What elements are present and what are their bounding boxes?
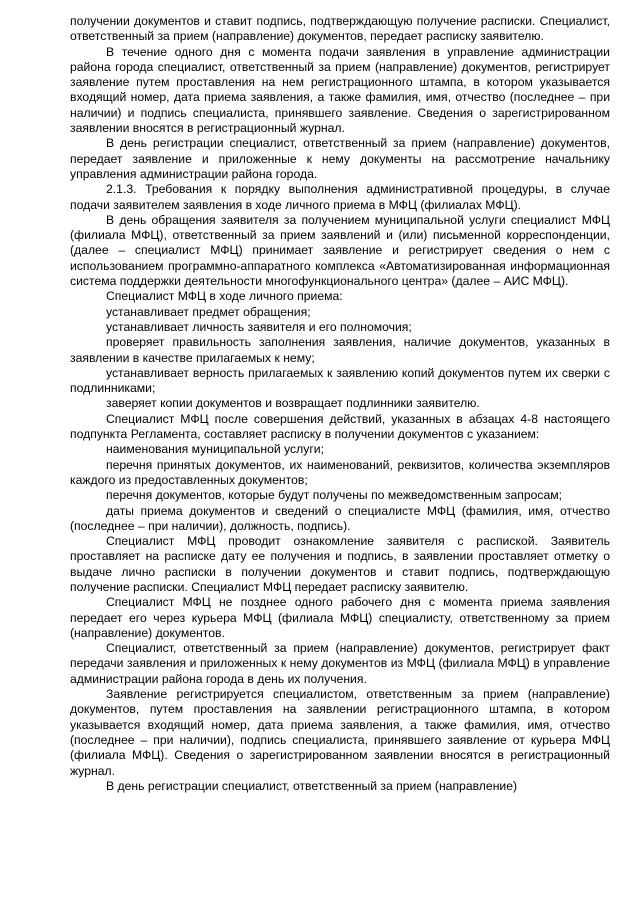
section-heading-paragraph: 2.1.3. Требования к порядку выполнения административной процедуры, в случае подачи заявителем заявления в ходе личного приема в МФЦ (филиалах МФЦ). (70, 182, 610, 212)
list-item: устанавливает личность заявителя и его полномочия; (106, 319, 412, 334)
list-item: наименования муниципальной услуги; (106, 442, 324, 457)
paragraph: Заявление регистрируется специалистом, ответственным за прием (направление) документов, путем проставления на заявлении регистрационного штампа, в котором указывается входящий номер, дата приема заявления, а также фамилия, имя, отчество (последнее – при наличии), подпись специалиста, принявшего заявление от курьера МФЦ (филиала МФЦ). Сведения о зарегистрированном заявлении вносятся в регистрационный журнал. (70, 687, 610, 778)
paragraph-truncated: В день регистрации специалист, ответственный за прием (направление) (106, 778, 518, 793)
paragraph: Специалист МФЦ в ходе личного приема: (106, 289, 343, 304)
list-item: перечня принятых документов, их наименований, реквизитов, количества экземпляров каждого из предоставленных документов; (70, 457, 610, 487)
paragraph: Специалист МФЦ после совершения действий, указанных в абзацах 4-8 настоящего подпункта Регламента, составляет расписку в получении документов с указанием: (70, 411, 610, 442)
list-item: даты приема документов и сведений о специалисте МФЦ (фамилия, имя, отчество (последнее – при наличии), должность, подпись). (70, 503, 610, 533)
list-item: заверяет копии документов и возвращает подлинники заявителю. (106, 396, 480, 411)
paragraph: В день обращения заявителя за получением муниципальной услуги специалист МФЦ (филиала МФЦ), ответственный за прием заявлений и (или) письменной корреспонденции, (далее – специалист МФЦ) принимает заявление и регистрирует сведения о нем с использованием программно-аппаратного комплекса «Автоматизированная информационная система поддержки деятельности многофункционального центра» (далее – АИС МФЦ). (70, 212, 610, 289)
list-item: проверяет правильность заполнения заявления, наличие документов, указанных в заявлении в качестве прилагаемых к нему; (70, 335, 610, 365)
list-item: устанавливает предмет обращения; (106, 304, 311, 319)
list-item: устанавливает верность прилагаемых к заявлению копий документов путем их сверки с подлинниками; (70, 365, 610, 396)
paragraph: Специалист, ответственный за прием (направление) документов, регистрирует факт передачи заявления и приложенных к нему документов из МФЦ (филиала МФЦ) в управление администрации района города в день их получения. (70, 641, 610, 686)
paragraph: В день регистрации специалист, ответственный за прием (направление) документов, передает заявление и приложенные к нему документы на рассмотрение начальнику управления администрации района города. (70, 136, 610, 181)
paragraph: В течение одного дня с момента подачи заявления в управление администрации района города специалист, ответственный за прием (направление) документов, регистрирует заявление путем проставления на нем регистрационного штампа, в котором указывается входящий номер, дата приема заявления, а также фамилия, имя, отчество (последнее – при наличии) и подпись специалиста, принявшего заявление. Сведения о зарегистрированном заявлении вносятся в регистрационный журнал. (70, 44, 610, 136)
paragraph: Специалист МФЦ не позднее одного рабочего дня с момента приема заявления передает его через курьера МФЦ (филиала МФЦ) специалисту, ответственному за прием (направление) документов. (70, 595, 610, 640)
paragraph: Специалист МФЦ проводит ознакомление заявителя с распиской. Заявитель проставляет на расписке дату ее получения и подпись, в заявлении проставляет отметку о выдаче лично расписки в получении документов и ставит подпись, подтверждающую получение расписки. Специалист МФЦ передает расписку заявителю. (70, 534, 610, 594)
paragraph-continuation: получении документов и ставит подпись, подтверждающую получение расписки. Специалист, ответственный за прием (направление) документов, передает расписку заявителю. (70, 14, 610, 44)
list-item: перечня документов, которые будут получены по межведомственным запросам; (106, 488, 563, 503)
